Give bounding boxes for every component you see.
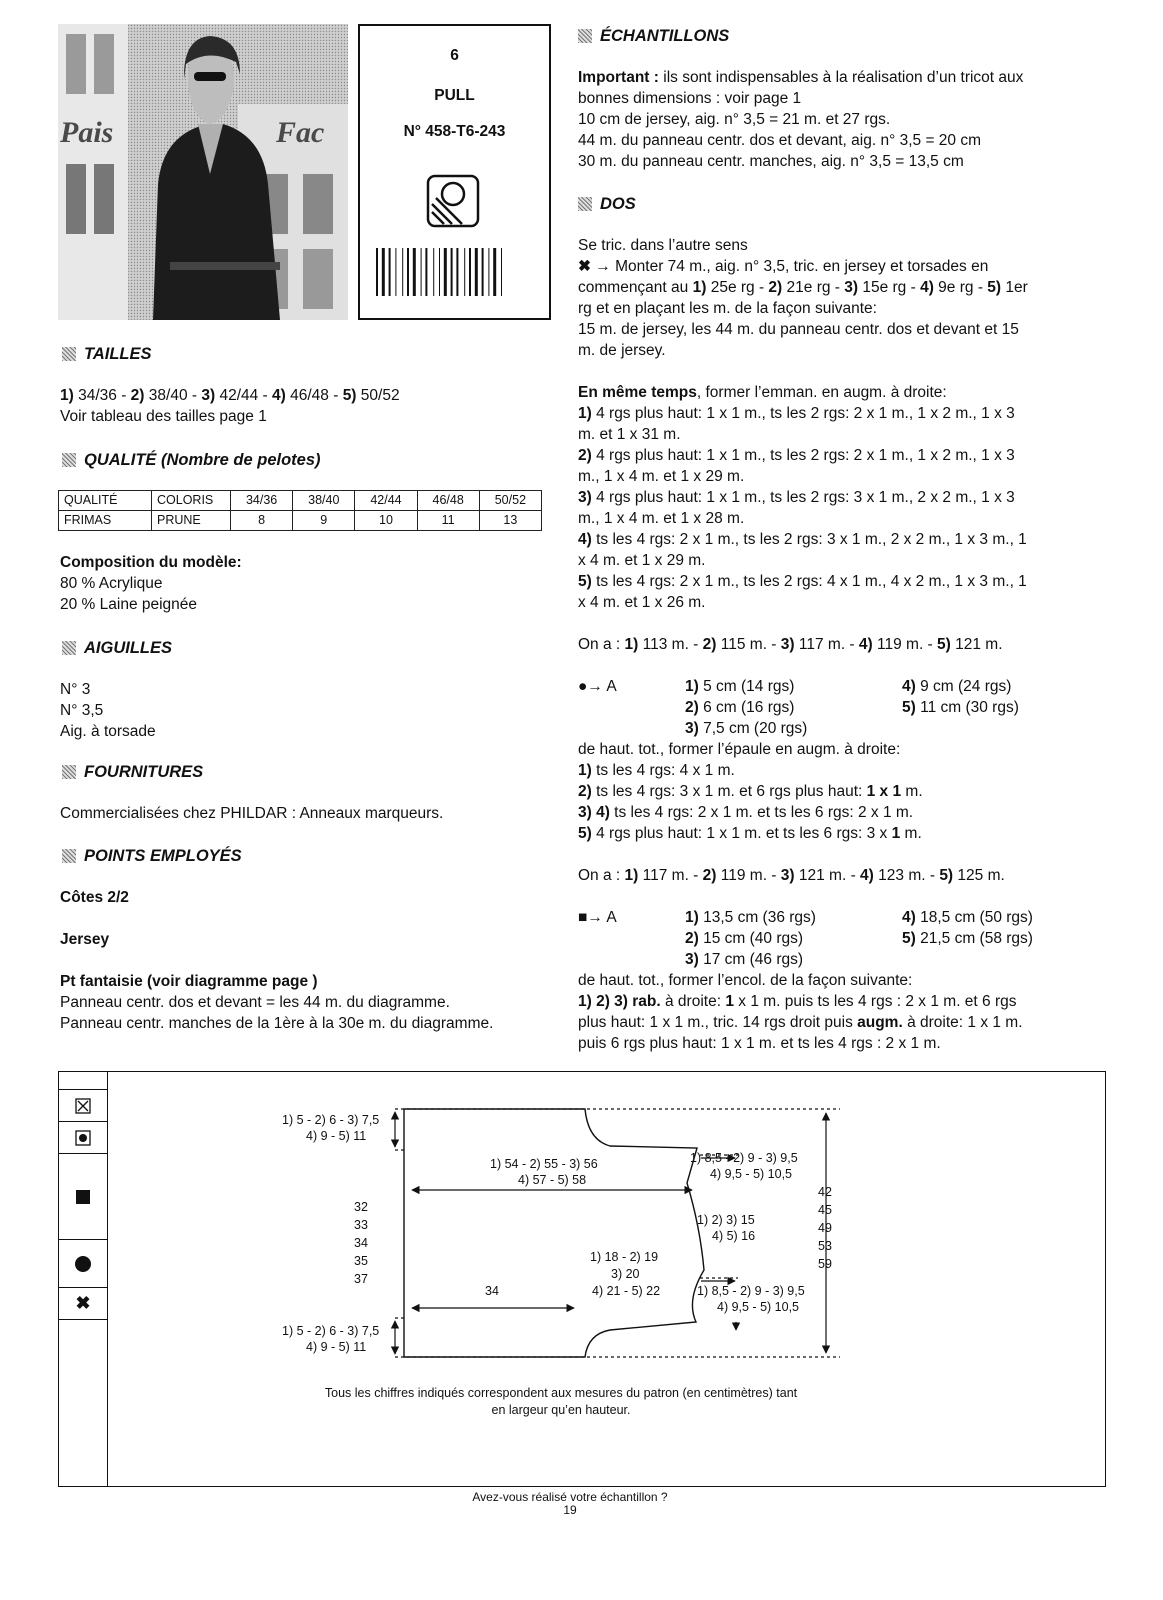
barcode-bar [456,248,458,296]
table-cell: 9 [293,511,355,531]
dos-epaule-line: 5) 4 rgs plus haut: 1 x 1 m. et ts les 6 rgs: 3 x 1 m. [578,825,922,842]
diagram-note: Tous les chiffres indiqués correspondent aux mesures du patron (en centimètres) tant [324,1386,798,1400]
section-echantillons-title: ÉCHANTILLONS [578,26,729,47]
gauge-line: 44 m. du panneau centr. dos et devant, aig. n° 3,5 = 20 cm [578,132,982,149]
legend-cell [58,1071,108,1090]
section-marker-icon [62,849,76,863]
barcode-bar [501,248,502,296]
stitch-jersey: Jersey [60,931,110,948]
dos-a2-value: 1) 13,5 cm (36 rgs) [685,909,816,926]
boxed-cross-icon [75,1098,91,1114]
dos-intro: Se tric. dans l’autre sens [578,237,748,254]
dos-encol-line: 1) 2) 3) rab. à droite: 1 x 1 m. puis ts les 4 rgs : 2 x 1 m. et 6 rgs [578,993,1017,1010]
dos-aug-line: 4) ts les 4 rgs: 2 x 1 m., ts les 2 rgs: 3 x 1 m., 2 x 2 m., 1 x 3 m., 1 [578,531,1027,548]
dim-label-width: 1) 54 - 2) 55 - 3) 56 [490,1157,598,1171]
dos-aug-line: 2) 4 rgs plus haut: 1 x 1 m., ts les 2 rgs: 2 x 1 m., 1 x 2 m., 1 x 3 [578,447,1015,464]
legend-cell [58,1122,108,1154]
gauge-line: bonnes dimensions : voir page 1 [578,90,802,107]
table-cell: 34/36 [231,491,293,511]
cross-icon: ✖ [75,1293,91,1314]
yarn-weight-icon [426,174,480,228]
dim-list-left: 35 [354,1254,368,1268]
dos-a2-value: 4) 18,5 cm (50 rgs) [902,909,1033,926]
table-cell: 11 [417,511,479,531]
dim-list-right: 45 [818,1203,832,1217]
dim-label-mid: 3) 20 [611,1267,640,1281]
dos-monter-line: ✖ → Monter 74 m., aig. n° 3,5, tric. en jersey et torsades en [578,258,989,275]
barcode-bar [439,248,440,296]
composition-title: Composition du modèle: [60,554,242,571]
dim-label-right-bottom: 1) 8,5 - 2) 9 - 3) 9,5 [697,1284,805,1298]
dos-a2-label: ■→ A [578,909,617,926]
barcode-bar [407,248,409,296]
dim-label-right-top: 1) 8,5 - 2) 9 - 3) 9,5 [690,1151,798,1165]
dos-encol-line: puis 6 rgs plus haut: 1 x 1 m. et ts les 4 rgs : 2 x 1 m. [578,1035,941,1052]
boxed-dot-icon [75,1130,91,1146]
storefront-text-2: Fac [276,116,325,149]
barcode-bar [488,248,489,296]
section-marker-icon [62,641,76,655]
dos-a1-label: ●→ A [578,678,617,695]
table-cell: 42/44 [355,491,417,511]
table-cell: FRIMAS [59,511,152,531]
pattern-reference: N° 458-T6-243 [403,123,506,140]
section-fournitures-title: FOURNITURES [62,762,203,783]
legend-cell [58,1240,108,1288]
table-cell: PRUNE [152,511,231,531]
composition-item: 20 % Laine peignée [60,596,198,613]
dot-symbol-icon: ● [578,678,588,695]
section-marker-icon [62,347,76,361]
dos-epaule-intro: de haut. tot., former l’épaule en augm. à droite: [578,741,901,758]
dos-a1-value: 3) 7,5 cm (20 rgs) [685,720,808,737]
table-cell: COLORIS [152,491,231,511]
model-photo [58,24,348,320]
barcode-bar [425,248,427,296]
dim-label-mid: 4) 21 - 5) 22 [592,1284,661,1298]
filled-square-icon [75,1189,91,1205]
barcode-bar [421,248,422,296]
page-number: 19 [563,1503,577,1517]
pattern-info-box [358,24,551,320]
table-cell: 13 [479,511,541,531]
dim-label-bottom-left: 4) 9 - 5) 11 [306,1340,367,1354]
table-cell: 10 [355,511,417,531]
quality-table-row [59,511,542,531]
dim-label-top-left: 4) 9 - 5) 11 [306,1129,367,1143]
pattern-number: 6 [450,47,459,64]
dos-aug-line: x 4 m. et 1 x 29 m. [578,552,706,569]
cross-symbol-icon: ✖ [578,258,591,275]
dos-encol-line: plus haut: 1 x 1 m., tric. 14 rgs droit puis augm. à droite: 1 x 1 m. [578,1014,1023,1031]
stitch-fantaisie-title: Pt fantaisie (voir diagramme page ) [60,973,318,990]
dos-aug-line: 5) ts les 4 rgs: 2 x 1 m., ts les 2 rgs: 4 x 1 m., 4 x 2 m., 1 x 3 m., 1 [578,573,1027,590]
barcode-bar [433,248,434,296]
gauge-line: 10 cm de jersey, aig. n° 3,5 = 21 m. et 27 rgs. [578,111,891,128]
barcode-bar [413,248,416,296]
dos-stitch-count-2: On a : 1) 117 m. - 2) 119 m. - 3) 121 m. - 4) 123 m. - 5) 125 m. [578,867,1005,884]
dos-aug-line: m., 1 x 4 m. et 1 x 29 m. [578,468,745,485]
dim-label-neck: 4) 5) 16 [712,1229,756,1243]
dos-epaule-line: 2) ts les 4 rgs: 3 x 1 m. et 6 rgs plus haut: 1 x 1 m. [578,783,923,800]
dos-monter-line: rg et en plaçant les m. de la façon suivante: [578,300,877,317]
composition-item: 80 % Acrylique [60,575,163,592]
dos-a1-value: 2) 6 cm (16 rgs) [685,699,795,716]
barcode-bar [382,248,385,296]
barcode-bar [444,248,447,296]
section-aiguilles-title: AIGUILLES [62,638,172,659]
dim-list-right: 49 [818,1221,832,1235]
barcode-bar [482,248,484,296]
dim-label-bottom-left: 1) 5 - 2) 6 - 3) 7,5 [282,1324,380,1338]
barcode-bar [475,248,478,296]
supplies-text: Commercialisées chez PHILDAR : Anneaux marqueurs. [60,805,444,822]
barcode-bar [469,248,471,296]
section-marker-icon [578,29,592,43]
stitch-fantaisie-line: Panneau centr. dos et devant = les 44 m. du diagramme. [60,994,450,1011]
dim-label-mid-left: 34 [485,1284,499,1298]
dos-stitch-count-1: On a : 1) 113 m. - 2) 115 m. - 3) 117 m. - 4) 119 m. - 5) 121 m. [578,636,1003,653]
model-photo-image [58,24,348,320]
dos-aug-line: m., 1 x 4 m. et 1 x 28 m. [578,510,745,527]
section-marker-icon [578,197,592,211]
dos-aug-line: x 4 m. et 1 x 26 m. [578,594,706,611]
legend-cell [58,1090,108,1122]
needle-item: N° 3,5 [60,702,104,719]
section-marker-icon [62,453,76,467]
dos-monter-line: 15 m. de jersey, les 44 m. du panneau centr. dos et devant et 15 [578,321,1019,338]
dos-a1-value: 1) 5 cm (14 rgs) [685,678,795,695]
section-points-title: POINTS EMPLOYÉS [62,846,242,867]
dim-list-right: 42 [818,1185,832,1199]
dim-list-left: 37 [354,1272,368,1286]
dos-aug-line: m. et 1 x 31 m. [578,426,681,443]
filled-circle-icon [74,1255,92,1273]
symbol-legend [58,1071,108,1487]
table-cell: 38/40 [293,491,355,511]
dos-epaule-line: 1) ts les 4 rgs: 4 x 1 m. [578,762,735,779]
pattern-type: PULL [434,87,475,104]
dos-a1-value: 5) 11 cm (30 rgs) [902,699,1019,716]
barcode-icon [374,248,538,296]
dim-list-left: 33 [354,1218,368,1232]
barcode-bar [451,248,453,296]
barcode-bar [376,248,378,296]
dim-label-top-left: 1) 5 - 2) 6 - 3) 7,5 [282,1113,380,1127]
table-cell: 46/48 [417,491,479,511]
dos-epaule-line: 3) 4) ts les 4 rgs: 2 x 1 m. et ts les 6 rgs: 2 x 1 m. [578,804,914,821]
dim-label-mid: 1) 18 - 2) 19 [590,1250,659,1264]
dos-encol-intro: de haut. tot., former l’encol. de la façon suivante: [578,972,913,989]
dos-monter-line: commençant au 1) 25e rg - 2) 21e rg - 3) 15e rg - 4) 9e rg - 5) 1er [578,279,1028,296]
section-dos-title: DOS [578,194,636,215]
footer-question: Avez-vous réalisé votre échantillon ? [472,1490,668,1504]
diagram-note: en largeur qu’en hauteur. [491,1403,631,1417]
dos-a2-value: 3) 17 cm (46 rgs) [685,951,804,968]
table-cell: QUALITÉ [59,491,152,511]
dos-a2-value: 5) 21,5 cm (58 rgs) [902,930,1033,947]
barcode-bar [464,248,465,296]
dos-a2-value: 2) 15 cm (40 rgs) [685,930,804,947]
dos-meme-temps: En même temps, former l’emman. en augm. à droite: [578,384,947,401]
dos-monter-line: m. de jersey. [578,342,666,359]
barcode-bar [402,248,403,296]
quality-table-header [59,491,542,511]
dim-list-right: 53 [818,1239,832,1253]
gauge-important: Important : ils sont indispensables à la réalisation d’un tricot aux [578,69,1024,86]
needle-item: Aig. à torsade [60,723,156,740]
dim-list-left: 32 [354,1200,368,1214]
section-marker-icon [62,765,76,779]
dos-aug-line: 3) 4 rgs plus haut: 1 x 1 m., ts les 2 rgs: 3 x 1 m., 2 x 2 m., 1 x 3 [578,489,1015,506]
dos-a1-value: 4) 9 cm (24 rgs) [902,678,1012,695]
gauge-line: 30 m. du panneau centr. manches, aig. n° 3,5 = 13,5 cm [578,153,964,170]
dim-list-left: 34 [354,1236,368,1250]
dim-list-right: 59 [818,1257,832,1271]
dim-label-width: 4) 57 - 5) 58 [518,1173,587,1187]
stitch-fantaisie-line: Panneau centr. manches de la 1ère à la 30e m. du diagramme. [60,1015,494,1032]
barcode-bar [493,248,496,296]
storefront-text-1: Pais [60,116,114,149]
section-qualite-title: QUALITÉ (Nombre de pelotes) [62,450,321,471]
schematic-frame [58,1071,1106,1487]
dim-label-right-top: 4) 9,5 - 5) 10,5 [710,1167,792,1181]
section-tailles-title: TAILLES [62,344,152,365]
dim-label-neck: 1) 2) 3) 15 [697,1213,755,1227]
legend-cell [58,1288,108,1320]
dim-label-right-bottom: 4) 9,5 - 5) 10,5 [717,1300,799,1314]
sizes-note: Voir tableau des tailles page 1 [60,408,267,425]
needle-item: N° 3 [60,681,91,698]
sizes-line: 1) 34/36 - 2) 38/40 - 3) 42/44 - 4) 46/48 - 5) 50/52 [60,387,400,404]
barcode-bar [389,248,391,296]
barcode-bar [395,248,396,296]
table-cell: 50/52 [479,491,541,511]
stitch-cotes: Côtes 2/2 [60,889,129,906]
square-symbol-icon: ■ [578,909,588,926]
legend-cell [58,1154,108,1240]
table-cell: 8 [231,511,293,531]
quality-table [58,490,542,531]
dos-aug-line: 1) 4 rgs plus haut: 1 x 1 m., ts les 2 rgs: 2 x 1 m., 1 x 2 m., 1 x 3 [578,405,1015,422]
